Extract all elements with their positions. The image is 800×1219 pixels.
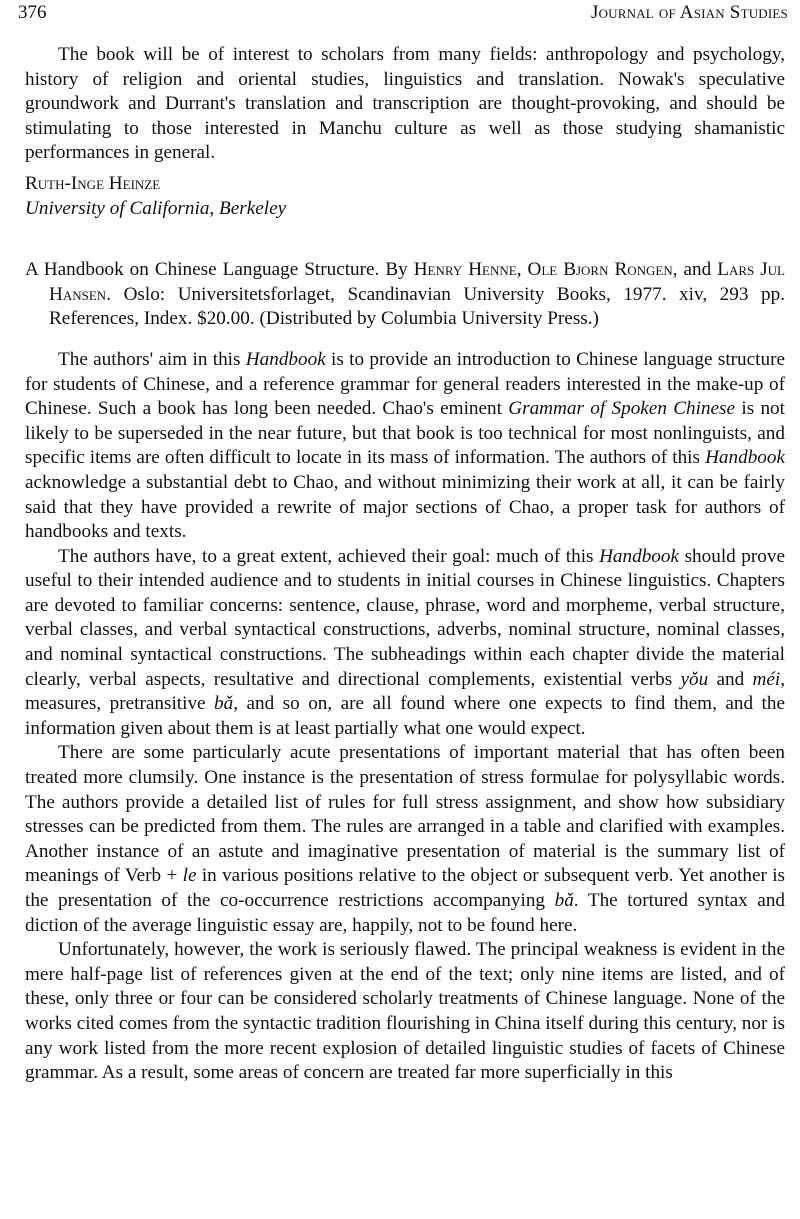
body-text: is to provide an introduction to Chinese language structure for students of Chinese, and a reference grammar for general readers interested in the make-up of Chinese. Such a book has long been needed. Chao's eminent bbox=[25, 348, 785, 420]
review-paragraph-4: Unfortunately, however, the work is seriously flawed. The principal weakness is evident in the mere half-page list of references given at the end of the text; only nine items are listed, and of these, only three or four can be considered scholarly treatments of Chinese language. None of the works cited comes from the syntactic tradition flourishing in China itself during this century, nor is any work listed from the more recent explosion of detailed linguistic studies of facets of Chinese grammar. As a result, some areas of concern are treated far more superficially in this bbox=[25, 939, 785, 1084]
italic-term: Handbook bbox=[599, 545, 680, 567]
previous-reviewer-name: Ruth-Inge Heinze bbox=[25, 172, 161, 194]
review-paragraph-1 bbox=[25, 348, 785, 545]
body-text: and bbox=[708, 668, 753, 690]
body-text: The authors have, to a great extent, achieved their goal: much of this bbox=[58, 545, 600, 567]
book-title: A Handbook on Chinese Language Structure. bbox=[25, 259, 380, 281]
running-head bbox=[18, 0, 788, 26]
italic-term: Grammar of Spoken Chinese bbox=[508, 398, 736, 420]
italic-term: yǒu bbox=[680, 668, 709, 690]
previous-review-closing-paragraph: The book will be of interest to scholars from many fields: anthropology and psychology, history of religion and oriental studies, linguistics and translation. Nowak's speculative groundwork and Durrant's translation and transcription are thought-provoking, and should be stimulating to those interested in Manchu culture as well as those studying shamanistic performances in general. bbox=[25, 44, 785, 164]
book-author: Ole Bjorn Rongen, bbox=[527, 259, 678, 281]
previous-reviewer-affiliation: University of California, Berkeley bbox=[25, 197, 287, 219]
body-text: is not likely to be superseded in the near future, but that book is too technical for most nonlinguists, and specific items are often difficult to locate in its mass of information. The authors of this bbox=[25, 398, 785, 469]
page-number: 376 bbox=[18, 2, 47, 23]
body-text: in various positions relative to the object or subsequent verb. Yet another is the presentation of the co-occurrence restrictions accompanying bbox=[25, 865, 785, 911]
publication-details: Oslo: Universitetsforlaget, Scandinavian University Books, 1977. xiv, 293 pp. References, Index. $20.00. (Distributed by Columbia University Press.) bbox=[49, 283, 786, 330]
and-word: and bbox=[683, 259, 712, 281]
body-text: acknowledge a substantial debt to Chao, and without minimizing their work at all, it can be fairly said that they have provided a rewrite of major sections of Chao, a proper task for authors of handbooks and texts. bbox=[25, 471, 785, 543]
italic-term: Handbook bbox=[245, 348, 326, 370]
body-text: should prove useful to their intended audience and to students in initial courses in Chinese linguistics. Chapters are devoted to familiar concerns: sentence, clause, phrase, word and morpheme, verbal structure, verbal classes, and verbal syntactical constructions, adverbs, nominal structure, nominal classes, and nominal syntactical constructions. The subheadings within each chapter divide the material clearly, verbal aspects, resultative and directional complements, existential verbs bbox=[25, 545, 785, 690]
body-text: , and so on, are all found where one expects to find them, and the information given about them is at least partially what one would expect. bbox=[25, 693, 785, 739]
book-review-heading bbox=[25, 258, 785, 332]
review-paragraph-3 bbox=[25, 741, 785, 938]
italic-term: bǎ bbox=[554, 890, 574, 911]
body-text: , measures, pretransitive bbox=[25, 668, 785, 715]
body-text: There are some particularly acute presentations of important material that has often been treated more clumsily. One instance is the presentation of stress formulae for polysyllabic words. The authors provide a detailed list of rules for full stress assignment, and show how subsidiary stresses can be predicted from them. The rules are arranged in a table and clarified with examples. Another instance of an astute and imaginative presentation of material is the summary list of meanings of Verb + bbox=[25, 742, 785, 887]
review-paragraph-2 bbox=[25, 545, 785, 742]
italic-term: le bbox=[182, 865, 197, 887]
journal-title: Journal of Asian Studies bbox=[590, 2, 788, 23]
italic-term: bǎ bbox=[214, 693, 234, 715]
body-text: . The tortured syntax and diction of the average linguistic essay are, happily, not to be found here. bbox=[25, 890, 786, 936]
book-author: Henry Henne, bbox=[413, 259, 522, 281]
page-content bbox=[25, 43, 785, 1086]
by-word: By bbox=[385, 259, 408, 281]
italic-term: Handbook bbox=[705, 447, 785, 469]
body-text: The authors' aim in this bbox=[58, 348, 246, 370]
book-author: Lars Jul Hansen. bbox=[49, 259, 785, 305]
italic-term: méi bbox=[752, 668, 781, 690]
